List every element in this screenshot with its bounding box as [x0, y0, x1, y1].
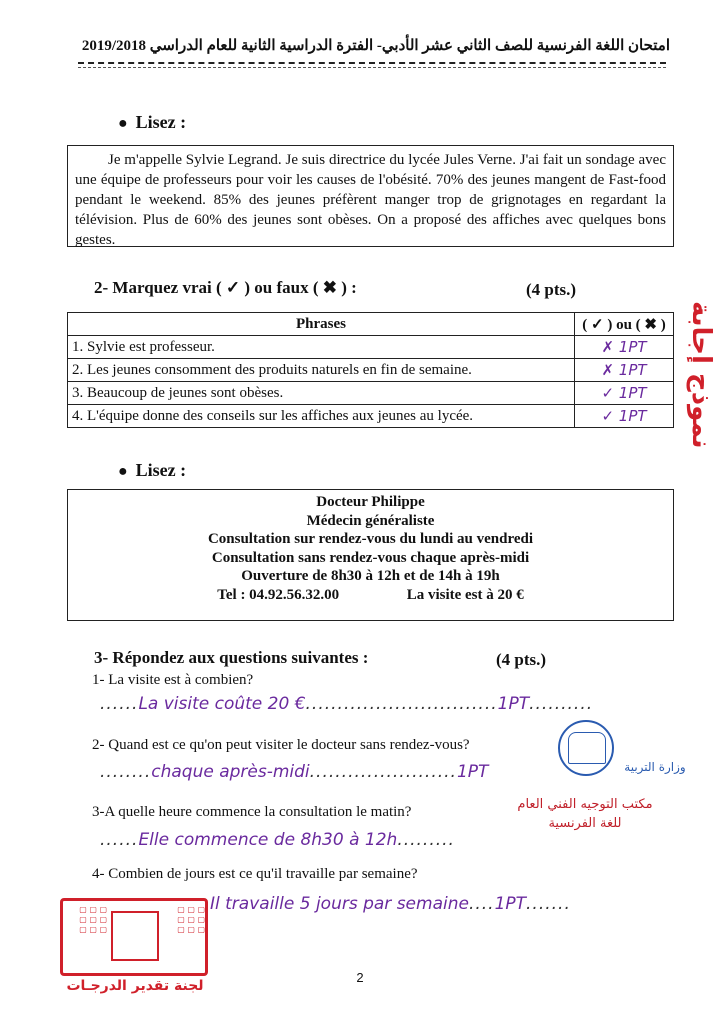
reading1-text-box	[67, 145, 674, 247]
answer-model-stamp: نموذج إجابة	[686, 301, 716, 449]
section2-points: (4 pts.)	[526, 280, 577, 299]
bullet-icon: ●	[118, 463, 128, 480]
reading2-heading: ● Lisez :	[118, 460, 187, 480]
notice-contact-line	[68, 586, 673, 605]
statement-cell: 2. Les jeunes consomment des produits naturels en fin de semaine.	[68, 359, 575, 382]
true-false-table	[67, 312, 674, 428]
statement-cell: 4. L'équipe donne des conseils sur les affiches aux jeunes au lycée.	[68, 405, 575, 428]
office-stamp	[500, 795, 670, 833]
reading1-text: Je m'appelle Sylvie Legrand. Je suis directrice du lycée Jules Verne. J'ai fait un sondage avec une équipe de professeurs pour voir les causes de l'obésité. 70% des jeunes mangent de Fast-food pendant le weekend. 85% des jeunes préfèrent manger trop de grignotages en regardant la télévision. Plus de 60% des jeunes sont obèses. On a proposé des affiches avec quelques bons gestes.	[75, 152, 666, 248]
bullet-icon: ●	[118, 115, 128, 132]
grading-committee-label: لجنة تقدير الدرجـات	[66, 978, 204, 994]
statement-cell: 3. Beaucoup de jeunes sont obèses.	[68, 382, 575, 405]
office-stamp-line2: للغة الفرنسية	[548, 816, 622, 831]
stamp-text-right: ▢ ▢ ▢ ▢ ▢ ▢ ▢ ▢ ▢	[177, 905, 205, 934]
notice-line: Ouverture de 8h30 à 12h et de 14h à 19h	[241, 568, 500, 584]
table-row	[68, 336, 674, 359]
table-header-row	[68, 313, 674, 336]
answer-cell: ✗ 1PT	[575, 336, 674, 359]
question-1: 1- La visite est à combien?	[92, 672, 254, 688]
grading-committee-stamp	[60, 898, 208, 976]
answer-cell: ✗ 1PT	[575, 359, 674, 382]
office-stamp-line1: مكتب التوجيه الفني العام	[517, 797, 653, 812]
col-phrases: Phrases	[68, 313, 575, 336]
header-divider-secondary	[78, 67, 666, 68]
reading1-heading: ● Lisez :	[118, 112, 187, 132]
answer-1: ......La visite coûte 20 €..............................1PT..........	[100, 694, 594, 714]
exam-header: امتحان اللغة الفرنسية للصف الثاني عشر الأدبي- الفترة الدراسية الثانية للعام الدراسي 2019/2018	[81, 38, 670, 54]
page-number: 2	[356, 970, 364, 985]
doctor-notice-box	[67, 489, 674, 621]
answer-2: ........chaque après-midi.......................1PT	[100, 762, 489, 782]
notice-line: Consultation sur rendez-vous du lundi au vendredi	[207, 531, 534, 547]
notice-line: Consultation sans rendez-vous chaque après-midi	[211, 549, 530, 566]
visit-price: La visite est à 20 €	[406, 586, 524, 603]
question-2: 2- Quand est ce qu'on peut visiter le docteur sans rendez-vous?	[92, 737, 470, 753]
table-row	[68, 382, 674, 405]
notice-line: Docteur Philippe	[316, 494, 425, 510]
book-icon	[111, 911, 159, 961]
col-answer: ( ✓ ) ou ( ✖ )	[575, 313, 674, 336]
ministry-seal-text: وزارة التربية	[624, 760, 686, 774]
table-row	[68, 359, 674, 382]
phone-number: Tel : 04.92.56.32.00	[217, 586, 340, 603]
question-3: 3-A quelle heure commence la consultation le matin?	[92, 804, 412, 820]
answer-4: Il travaille 5 jours par semaine....1PT.......	[210, 894, 571, 914]
header-divider	[78, 62, 666, 64]
table-row	[68, 405, 674, 428]
section3-points: (4 pts.)	[496, 650, 547, 669]
section2-title: 2- Marquez vrai ( ✓ ) ou faux ( ✖ ) :	[94, 278, 357, 297]
answer-cell: ✓ 1PT	[575, 382, 674, 405]
stamp-text-left: ▢ ▢ ▢ ▢ ▢ ▢ ▢ ▢ ▢	[79, 905, 107, 934]
section3-title: 3- Répondez aux questions suivantes :	[94, 648, 369, 667]
answer-cell: ✓ 1PT	[575, 405, 674, 428]
answer-3: ......Elle commence de 8h30 à 12h.........	[100, 830, 455, 850]
notice-line: Médecin généraliste	[306, 512, 435, 529]
statement-cell: 1. Sylvie est professeur.	[68, 336, 575, 359]
question-4: 4- Combien de jours est ce qu'il travaille par semaine?	[92, 866, 418, 882]
